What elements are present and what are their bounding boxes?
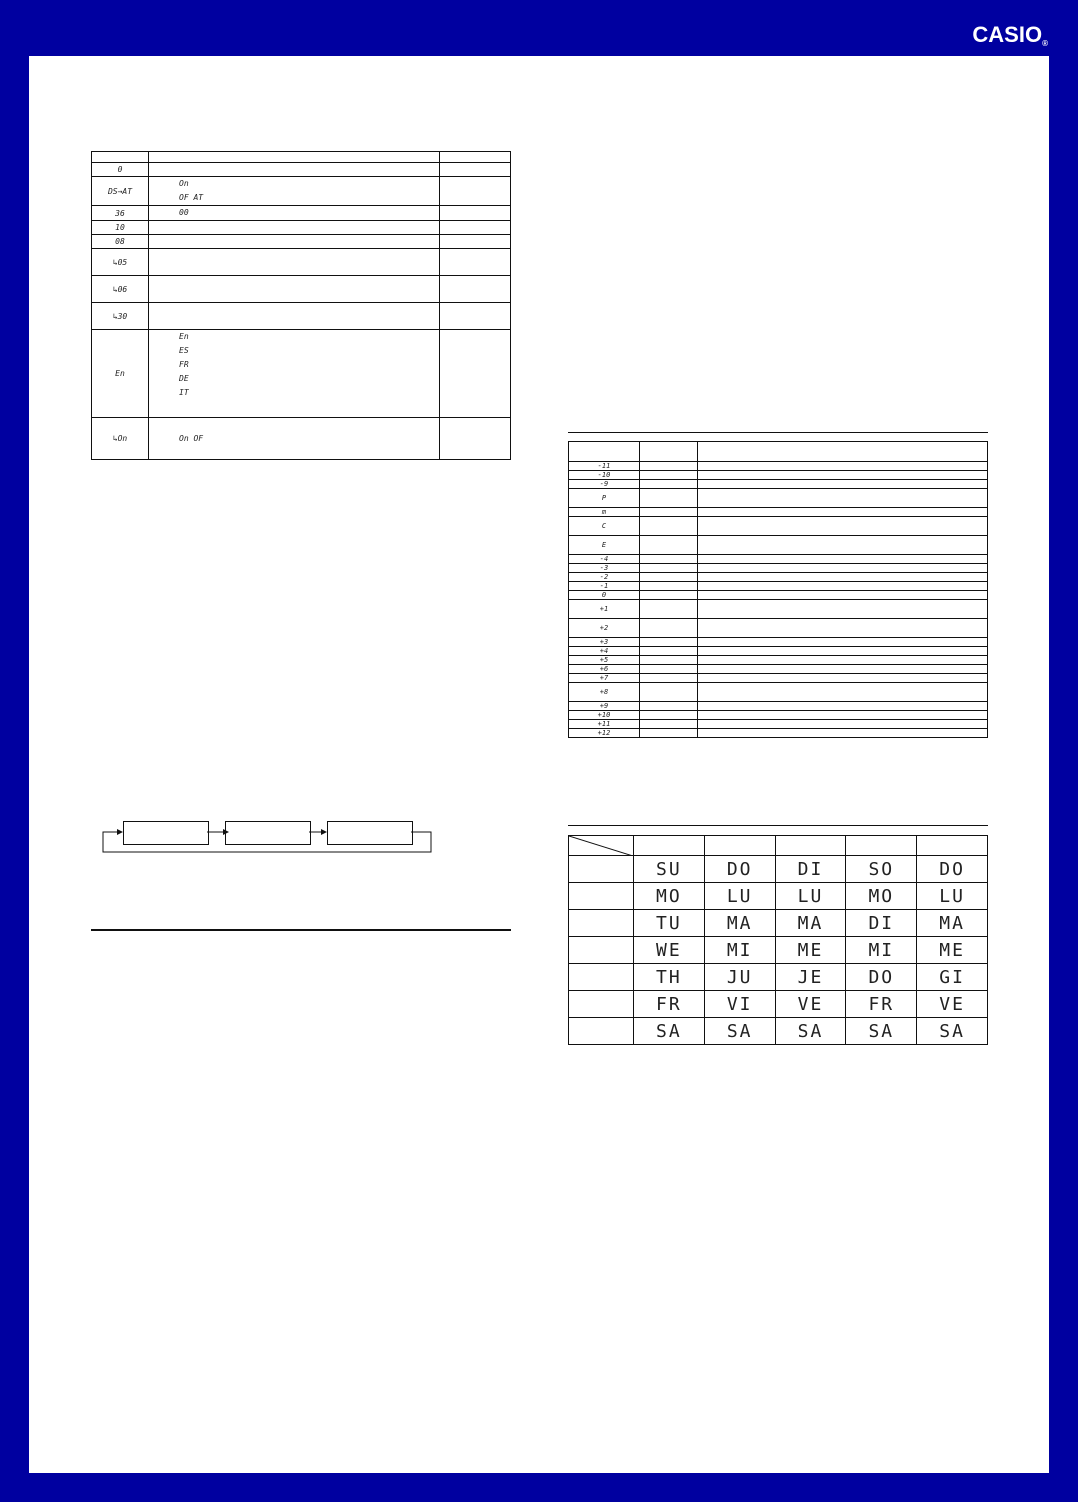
day-abbr: DO [868,966,895,988]
zone-abbr [640,471,698,480]
zone-cities [698,555,988,564]
day-abbr: DO [726,858,753,880]
zone-code-text: -2 [599,573,609,581]
setting-code [92,249,149,276]
day-abbr: LU [939,885,965,907]
zone-code-text: +12 [597,729,611,737]
zone-abbr [640,665,698,674]
day-cell [775,964,846,991]
zone-abbr [640,720,698,729]
zone-cities [698,573,988,582]
zone-abbr [640,489,698,508]
day-abbr: LU [797,885,824,907]
day-cell [775,937,846,964]
zone-code [569,729,640,738]
day-cell [846,1018,917,1045]
zone-row [569,480,988,489]
settings-row [92,163,511,177]
zone-cities [698,702,988,711]
zone-row [569,582,988,591]
day-cell [917,937,988,964]
zone-cities [698,720,988,729]
zone-cities [698,591,988,600]
zone-cities [698,674,988,683]
day-label [569,883,634,910]
setting-code-text: En [115,369,125,378]
zone-row [569,536,988,555]
day-abbr: DI [868,912,895,934]
zone-row [569,489,988,508]
day-cell [704,856,775,883]
mode-cycle-diagram [99,820,439,860]
setting-code-text: ↳06 [112,284,128,294]
zone-code [569,591,640,600]
zone-code-text: C [601,522,607,530]
day-cell [917,1018,988,1045]
setting-extra [440,235,511,249]
day-cell [634,964,705,991]
language-code: IT [179,388,189,397]
setting-desc [149,221,440,235]
day-cell [846,883,917,910]
time-zone-table [568,441,988,738]
zone-code [569,471,640,480]
zone-cities [698,508,988,517]
setting-desc [149,330,440,418]
setting-desc [149,276,440,303]
settings-row [92,418,511,460]
day-abbr: JE [797,966,824,988]
zone-abbr [640,564,698,573]
day-cell [704,964,775,991]
zone-code-text: +8 [599,688,609,696]
setting-code-text: ↳30 [112,311,128,321]
day-cell [846,991,917,1018]
zone-code-text: +5 [599,656,609,664]
settings-row [92,177,511,206]
zone-code-text: +7 [599,674,609,682]
manual-page [29,56,1049,1473]
setting-code [92,235,149,249]
zone-row [569,674,988,683]
day-abbr: DO [939,858,965,880]
day-abbr: FR [868,993,895,1015]
day-label [569,991,634,1018]
zone-code-text: +4 [599,647,609,655]
zone-code [569,665,640,674]
zone-code [569,619,640,638]
day-row [569,856,988,883]
day-cell [704,883,775,910]
setting-extra [440,221,511,235]
setting-code-text: 0 [117,165,123,174]
day-abbr: SA [868,1020,895,1042]
setting-desc-text: 00 [179,208,189,217]
zone-row [569,573,988,582]
zone-cities [698,729,988,738]
zone-abbr [640,729,698,738]
settings-row [92,276,511,303]
zone-abbr [640,619,698,638]
zone-abbr [640,480,698,489]
zone-abbr [640,683,698,702]
day-cell [634,991,705,1018]
zone-abbr [640,702,698,711]
day-cell [775,883,846,910]
language-code: En [179,332,189,341]
zone-code [569,711,640,720]
language-code: DE [179,374,189,383]
setting-extra [440,206,511,221]
zone-code-text: +10 [597,711,611,719]
zone-code [569,536,640,555]
day-cell [775,1018,846,1045]
zone-code-text: +1 [599,605,609,613]
zone-cities [698,489,988,508]
settings-table [91,151,511,460]
zone-row [569,638,988,647]
settings-row [92,235,511,249]
zone-code-text: -1 [599,582,609,590]
zone-row [569,555,988,564]
setting-desc-text: On OF [179,433,204,443]
zone-abbr [640,674,698,683]
day-abbr: SA [726,1020,753,1042]
day-cell [775,910,846,937]
setting-extra [440,163,511,177]
setting-desc [149,418,440,460]
day-cell [704,991,775,1018]
zone-code [569,656,640,665]
day-abbr: TH [656,966,682,988]
day-row [569,937,988,964]
setting-code-text: ↳05 [112,257,128,267]
day-cell [775,991,846,1018]
zone-row [569,702,988,711]
day-abbr: MA [797,912,824,934]
zone-cities [698,683,988,702]
day-abbr: JU [726,966,753,988]
zone-row [569,720,988,729]
zone-code [569,462,640,471]
zone-code [569,582,640,591]
setting-desc-text: On [179,179,189,188]
zone-code [569,480,640,489]
setting-desc [149,249,440,276]
setting-code [92,206,149,221]
zone-code-text: 0 [601,591,607,599]
day-abbr: MO [656,885,682,907]
zone-row [569,564,988,573]
day-abbr: MI [868,939,895,961]
day-cell [917,991,988,1018]
setting-code [92,276,149,303]
setting-code-text: 08 [115,237,125,246]
settings-row [92,303,511,330]
day-label [569,856,634,883]
day-cell [917,883,988,910]
zone-row [569,729,988,738]
day-label [569,1018,634,1045]
day-cell [775,856,846,883]
day-cell [846,856,917,883]
setting-extra [440,177,511,206]
day-cell [634,883,705,910]
zone-abbr [640,462,698,471]
day-cell [846,964,917,991]
zone-code-text: +9 [599,702,609,710]
zone-row [569,508,988,517]
zone-cities [698,619,988,638]
setting-code [92,163,149,177]
zone-abbr [640,573,698,582]
settings-row [92,221,511,235]
zone-row [569,600,988,619]
zone-row [569,517,988,536]
day-label [569,937,634,964]
day-of-week-table [568,835,988,1045]
day-abbr: SA [656,1020,682,1042]
settings-row [92,206,511,221]
zone-row [569,683,988,702]
language-code: ES [179,346,189,355]
zone-row [569,471,988,480]
day-cell [634,910,705,937]
day-abbr: FR [656,993,682,1015]
day-abbr: LU [726,885,753,907]
zone-cities [698,462,988,471]
zone-code [569,674,640,683]
day-abbr: MI [726,939,753,961]
day-cell [634,856,705,883]
day-abbr: VE [797,993,824,1015]
setting-desc-text-2: OF AT [179,193,204,202]
zone-cities [698,600,988,619]
day-abbr: WE [656,939,682,961]
day-abbr: GI [939,966,965,988]
day-cell [917,964,988,991]
day-row [569,1018,988,1045]
day-abbr: ME [939,939,965,961]
zone-cities [698,665,988,674]
zone-row [569,711,988,720]
zone-code [569,573,640,582]
zone-cities [698,638,988,647]
day-abbr: MA [726,912,753,934]
casio-logo: CASIO® [972,22,1048,48]
day-cell [634,937,705,964]
day-cell [704,910,775,937]
setting-extra [440,303,511,330]
day-abbr: DI [797,858,824,880]
zone-code-text: +2 [599,624,609,632]
zone-code [569,702,640,711]
zone-cities [698,711,988,720]
zone-code [569,720,640,729]
day-abbr: SA [939,1020,965,1042]
zone-row [569,591,988,600]
setting-code [92,221,149,235]
day-row [569,883,988,910]
zone-cities [698,656,988,665]
day-cell [634,1018,705,1045]
setting-extra [440,276,511,303]
zone-cities [698,480,988,489]
setting-desc [149,303,440,330]
day-row [569,910,988,937]
zone-code-text: -10 [597,471,611,479]
day-cell [917,910,988,937]
day-label [569,910,634,937]
day-abbr: SA [797,1020,824,1042]
setting-desc [149,177,440,206]
zone-cities [698,564,988,573]
zone-cities [698,517,988,536]
setting-desc [149,235,440,249]
zone-code [569,638,640,647]
zone-code [569,508,640,517]
setting-code [92,330,149,418]
flow-arrows [99,820,439,860]
zone-row [569,619,988,638]
day-abbr: VE [939,993,965,1015]
zone-abbr [640,600,698,619]
zone-code-text: -11 [597,462,611,470]
language-code: FR [179,360,189,369]
zone-code [569,647,640,656]
setting-extra [440,330,511,418]
zone-code [569,555,640,564]
corner-cell [569,836,634,856]
setting-code [92,418,149,460]
left-section-rule [91,929,511,931]
day-cell [917,856,988,883]
zone-code [569,564,640,573]
zone-cities [698,536,988,555]
setting-code [92,303,149,330]
setting-code-text: DS→AT [107,186,133,196]
zone-code-text: E [601,541,607,549]
setting-extra [440,418,511,460]
setting-extra [440,249,511,276]
zone-abbr [640,647,698,656]
setting-code-text: ↳On [112,434,128,443]
zone-abbr [640,555,698,564]
zone-abbr [640,582,698,591]
setting-code-text: 36 [115,208,125,218]
zone-cities [698,647,988,656]
day-abbr: TU [656,912,682,934]
day-cell [846,910,917,937]
zone-code-text: P [601,494,607,502]
zone-code-text: +11 [597,720,611,728]
day-abbr: MO [868,885,895,907]
zone-abbr [640,536,698,555]
settings-row [92,249,511,276]
zone-code-text: -4 [599,555,609,563]
zone-abbr [640,508,698,517]
setting-desc [149,163,440,177]
day-abbr: VI [726,993,753,1015]
setting-code [92,177,149,206]
zone-abbr [640,656,698,665]
days-rule [568,825,988,826]
zone-abbr [640,517,698,536]
zone-abbr [640,591,698,600]
zone-code-text: -9 [599,480,609,488]
day-cell [846,937,917,964]
setting-desc [149,206,440,221]
zone-code-text: +6 [599,665,609,673]
day-abbr: SO [868,858,895,880]
zone-code [569,683,640,702]
zone-abbr [640,711,698,720]
zone-row [569,665,988,674]
zone-code [569,600,640,619]
day-cell [704,937,775,964]
day-abbr: ME [797,939,824,961]
zone-row [569,647,988,656]
zone-code-text: m [601,508,607,516]
zone-code-text: -3 [599,564,609,572]
day-row [569,964,988,991]
day-label [569,964,634,991]
zones-rule [568,432,988,433]
zone-row [569,462,988,471]
setting-code-text: 10 [115,223,125,232]
settings-row [92,330,511,418]
zone-row [569,656,988,665]
day-abbr: SU [656,858,682,880]
zone-cities [698,582,988,591]
zone-cities [698,471,988,480]
zone-abbr [640,638,698,647]
zone-code [569,489,640,508]
day-abbr: MA [939,912,965,934]
day-row [569,991,988,1018]
day-cell [704,1018,775,1045]
zone-code [569,517,640,536]
zone-code-text: +3 [599,638,609,646]
